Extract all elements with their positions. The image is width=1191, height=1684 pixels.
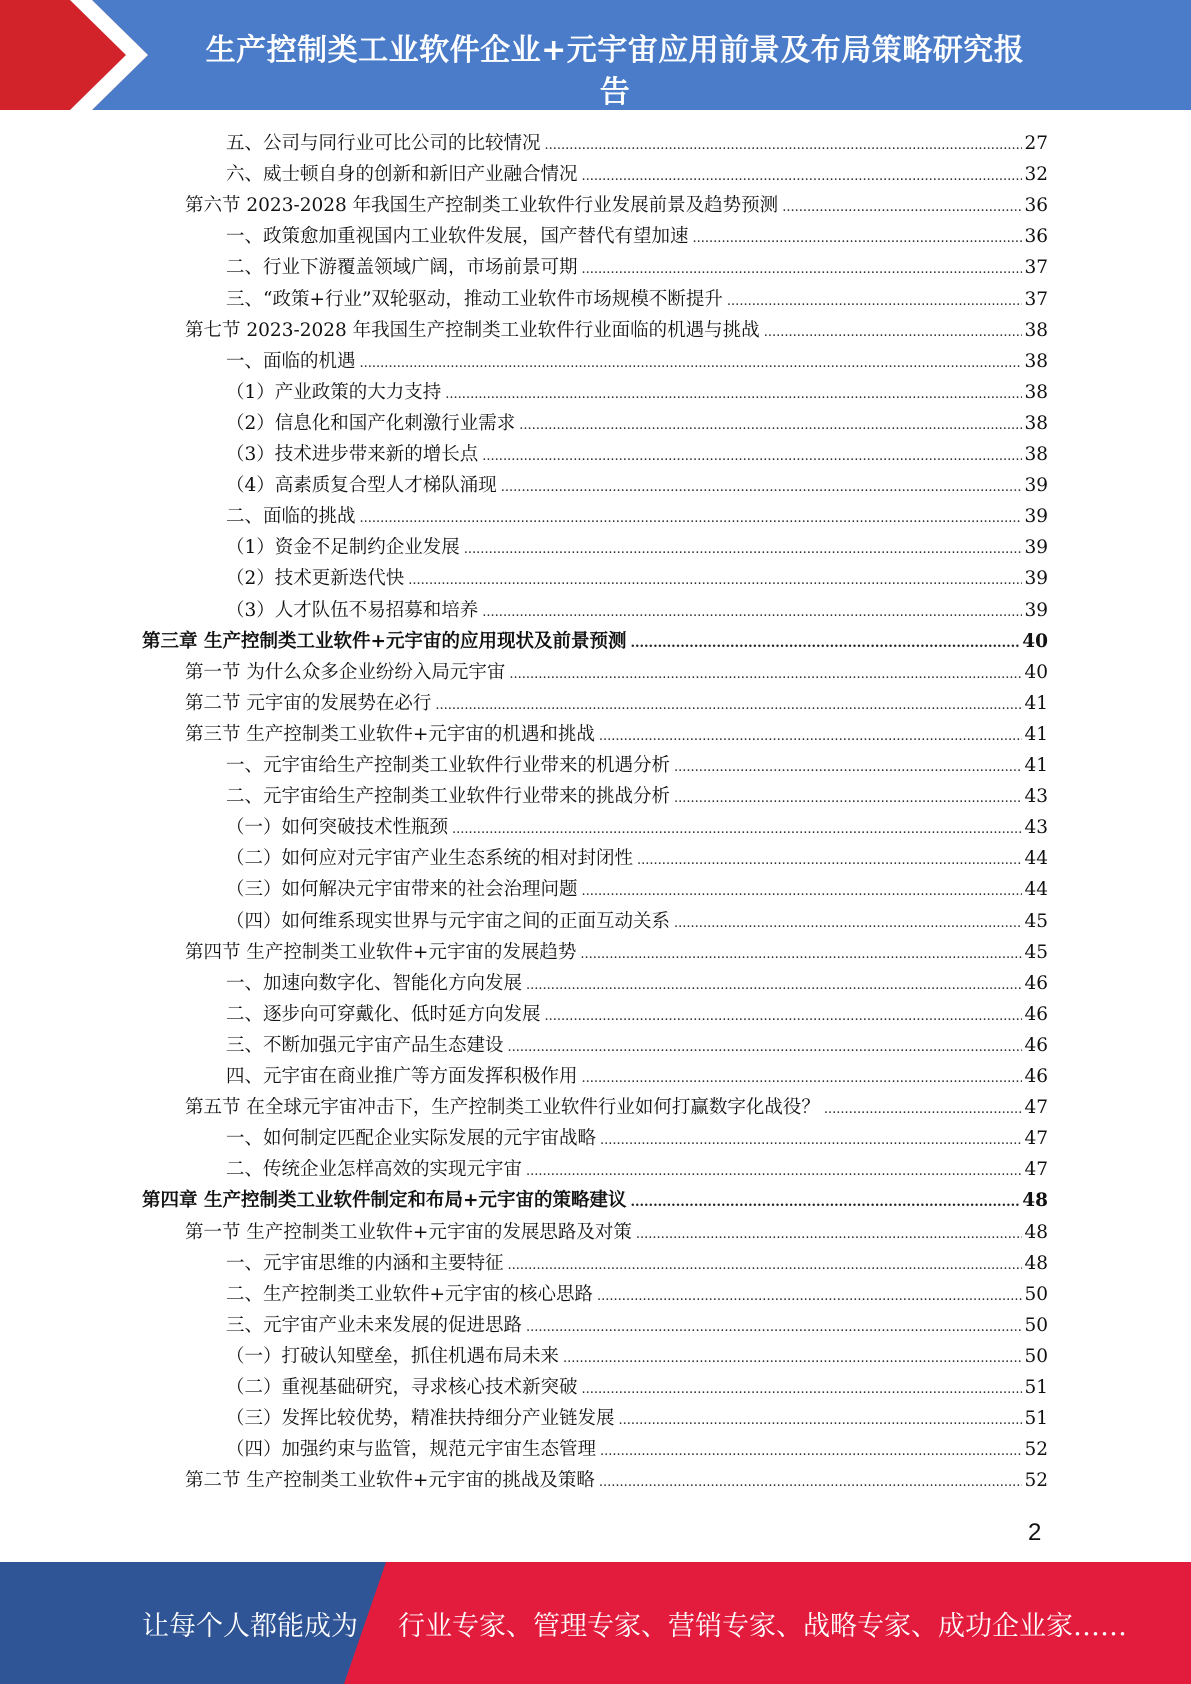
toc-entry-title: （三）发挥比较优势，精准扶持细分产业链发展: [226, 1408, 615, 1430]
toc-dot-leader: [599, 1467, 1023, 1498]
toc-entry[interactable]: [185, 688, 1048, 719]
toc-entry-page: 44: [1024, 879, 1048, 901]
toc-entry-page: 38: [1024, 350, 1048, 372]
toc-entry-page: 39: [1024, 599, 1048, 621]
toc-dot-leader: [619, 1405, 1023, 1436]
toc-dot-leader: [545, 1001, 1023, 1032]
toc-entry-page: 41: [1024, 755, 1048, 776]
toc-entry-page: 39: [1024, 475, 1048, 497]
toc-entry[interactable]: [226, 1248, 1048, 1279]
toc-entry-page: 39: [1024, 537, 1048, 559]
toc-entry-title: 三、“政策+行业”双轮驱动，推动工业软件市场规模不断提升: [226, 288, 723, 310]
toc-dot-leader: [508, 1250, 1023, 1281]
toc-entry[interactable]: [226, 501, 1048, 532]
toc-entry-title: 第二节 生产控制类工业软件+元宇宙的挑战及策略: [185, 1470, 595, 1492]
toc-dot-leader: [482, 441, 1022, 472]
toc-dot-leader: [637, 845, 1022, 876]
toc-dot-leader: [600, 1436, 1022, 1467]
toc-entry-title: 一、如何制定匹配企业实际发展的元宇宙战略: [226, 1128, 597, 1150]
toc-entry[interactable]: [185, 657, 1048, 688]
toc-entry[interactable]: [226, 812, 1048, 843]
toc-entry-page: 50: [1024, 1345, 1048, 1367]
toc-entry[interactable]: [185, 1217, 1048, 1248]
toc-dot-leader: [526, 1156, 1022, 1187]
toc-entry-page: 50: [1024, 1314, 1048, 1336]
toc-entry-page: 37: [1024, 288, 1048, 310]
toc-entry[interactable]: [226, 252, 1048, 283]
toc-dot-leader: [597, 1281, 1022, 1312]
toc-entry-title: 第四节 生产控制类工业软件+元宇宙的发展趋势: [185, 941, 577, 963]
toc-entry[interactable]: [226, 1123, 1048, 1154]
toc-entry[interactable]: [226, 128, 1048, 159]
toc-entry-page: 38: [1024, 381, 1048, 403]
toc-entry-title: （3）技术进步带来新的增长点: [226, 444, 479, 465]
toc-entry[interactable]: [226, 159, 1048, 190]
toc-dot-leader: [435, 690, 1022, 721]
toc-entry-page: 44: [1024, 848, 1048, 870]
toc-entry-page: 46: [1024, 1003, 1048, 1025]
toc-entry-page: 51: [1024, 1377, 1048, 1398]
toc-dot-leader: [452, 814, 1022, 845]
toc-entry-title: （2）信息化和国产化刺激行业需求: [226, 412, 516, 434]
footer-slogan-right: 行业专家、管理专家、营销专家、战略专家、成功企业家……: [398, 1611, 1127, 1642]
toc-dot-leader: [445, 379, 1022, 410]
toc-dot-leader: [824, 1094, 1023, 1125]
toc-dot-leader: [508, 1032, 1023, 1063]
toc-dot-leader: [360, 348, 1023, 379]
toc-entry[interactable]: [185, 315, 1048, 346]
toc-dot-leader: [501, 472, 1023, 503]
toc-entry-page: 52: [1024, 1470, 1048, 1492]
toc-entry-page: 38: [1024, 319, 1048, 341]
toc-entry-page: 32: [1024, 164, 1048, 186]
toc-entry-page: 47: [1024, 1159, 1048, 1181]
toc-entry-title: 四、元宇宙在商业推广等方面发挥积极作用: [226, 1066, 578, 1087]
toc-entry[interactable]: [226, 1372, 1048, 1403]
toc-dot-leader: [360, 503, 1023, 534]
toc-entry[interactable]: [226, 968, 1048, 999]
toc-entry-title: 一、政策愈加重视国内工业软件发展，国产替代有望加速: [226, 226, 689, 248]
toc-dot-leader: [408, 565, 1022, 596]
toc-entry[interactable]: [226, 346, 1048, 377]
toc-dot-leader: [482, 597, 1022, 628]
toc-dot-leader: [582, 1063, 1023, 1094]
toc-entry[interactable]: [226, 1310, 1048, 1341]
toc-entry[interactable]: [185, 1092, 1048, 1123]
toc-dot-leader: [519, 410, 1022, 441]
toc-entry[interactable]: [226, 1279, 1048, 1310]
toc-entry-page: 41: [1024, 692, 1048, 714]
toc-entry-page: 41: [1024, 723, 1048, 745]
toc-entry-page: 46: [1024, 1034, 1048, 1056]
toc-dot-leader: [580, 939, 1022, 970]
report-title: [150, 30, 1080, 110]
toc-dot-leader: [582, 161, 1023, 192]
toc-entry[interactable]: [226, 1030, 1048, 1061]
toc-entry-page: 46: [1024, 972, 1048, 994]
toc-entry-page: 48: [1024, 1252, 1048, 1274]
toc-dot-leader: [582, 254, 1023, 285]
toc-entry[interactable]: [185, 719, 1048, 750]
toc-entry-page: 48: [1024, 1221, 1048, 1243]
toc-entry-title: 第五节 在全球元宇宙冲击下，生产控制类工业软件行业如何打赢数字化战役？: [185, 1097, 820, 1119]
footer-slogan-left: 让每个人都能成为: [142, 1611, 358, 1642]
page-header: [0, 0, 1191, 110]
toc-entry-page: 39: [1024, 506, 1048, 528]
toc-entry[interactable]: [226, 532, 1048, 563]
toc-entry-page: 39: [1024, 568, 1048, 590]
toc-entry-title: 二、生产控制类工业软件+元宇宙的核心思路: [226, 1283, 594, 1305]
page-footer: [0, 1562, 1191, 1684]
toc-dot-leader: [674, 783, 1022, 814]
toc-entry[interactable]: [226, 750, 1048, 781]
toc-entry[interactable]: [226, 377, 1048, 408]
toc-entry-page: 36: [1024, 226, 1048, 248]
toc-entry-page: 40: [1022, 630, 1048, 652]
toc-entry[interactable]: [226, 595, 1048, 626]
toc-entry[interactable]: [226, 470, 1048, 501]
toc-dot-leader: [582, 1374, 1023, 1405]
toc-entry-title: （四）加强约束与监管，规范元宇宙生态管理: [226, 1439, 597, 1461]
toc-dot-leader: [674, 908, 1022, 939]
toc-entry[interactable]: [226, 284, 1048, 315]
toc-entry-page: 47: [1024, 1097, 1048, 1119]
toc-entry-title: （三）如何解决元宇宙带来的社会治理问题: [226, 879, 578, 901]
toc-entry[interactable]: [226, 439, 1048, 470]
toc-entry[interactable]: [226, 1403, 1048, 1434]
toc-entry-page: 27: [1024, 133, 1048, 154]
toc-entry[interactable]: [226, 408, 1048, 439]
toc-entry-page: 38: [1024, 412, 1048, 434]
toc-dot-leader: [600, 1125, 1022, 1156]
toc-entry[interactable]: [226, 221, 1048, 252]
toc-entry-title: 一、面临的机遇: [226, 350, 356, 372]
toc-entry[interactable]: [226, 781, 1048, 812]
toc-entry-title: （一）如何突破技术性瓶颈: [226, 817, 449, 839]
toc-entry[interactable]: [226, 843, 1048, 874]
toc-entry-page: 50: [1024, 1283, 1048, 1305]
toc-entry[interactable]: [226, 874, 1048, 905]
toc-dot-leader: [563, 1343, 1022, 1374]
toc-dot-leader: [509, 659, 1022, 690]
toc-entry-page: 43: [1024, 817, 1048, 839]
toc-entry-title: 二、面临的挑战: [226, 506, 356, 528]
toc-entry-title: （4）高素质复合型人才梯队涌现: [226, 475, 497, 497]
page-number: 2: [1028, 1519, 1042, 1546]
toc-entry-title: 一、元宇宙思维的内涵和主要特征: [226, 1252, 504, 1274]
toc-entry-title: 二、逐步向可穿戴化、低时延方向发展: [226, 1003, 541, 1025]
toc-entry[interactable]: [185, 937, 1048, 968]
toc-entry-page: 43: [1024, 786, 1048, 808]
toc-entry-title: 第七节 2023-2028 年我国生产控制类工业软件行业面临的机遇与挑战: [185, 319, 760, 341]
toc-entry[interactable]: [226, 1061, 1048, 1092]
toc-entry-page: 51: [1024, 1408, 1048, 1430]
toc-dot-leader: [599, 721, 1023, 752]
toc-entry-title: 三、不断加强元宇宙产品生态建设: [226, 1034, 504, 1056]
toc-dot-leader: [727, 286, 1023, 317]
toc-entry-title: 第一节 生产控制类工业软件+元宇宙的发展思路及对策: [185, 1221, 632, 1243]
toc-entry-title: 第四章 生产控制类工业软件制定和布局+元宇宙的策略建议: [142, 1190, 627, 1212]
toc-entry-page: 47: [1024, 1128, 1048, 1150]
toc-dot-leader: [526, 970, 1022, 1001]
toc-entry-title: 第一节 为什么众多企业纷纷入局元宇宙: [185, 661, 506, 683]
toc-entry-title: （3）人才队伍不易招募和培养: [226, 599, 479, 621]
toc-entry-page: 48: [1022, 1190, 1048, 1212]
toc-entry-title: 二、行业下游覆盖领域广阔，市场前景可期: [226, 257, 578, 279]
toc-entry[interactable]: [226, 1154, 1048, 1185]
toc-entry-title: 第二节 元宇宙的发展势在必行: [185, 692, 432, 714]
toc-dot-leader: [582, 876, 1023, 907]
toc-entry-title: 第三节 生产控制类工业软件+元宇宙的机遇和挑战: [185, 723, 595, 745]
toc-entry[interactable]: [226, 999, 1048, 1030]
toc-entry[interactable]: [226, 563, 1048, 594]
toc-entry-title: 五、公司与同行业可比公司的比较情况: [226, 133, 541, 154]
toc-entry-page: 37: [1024, 257, 1048, 279]
toc-entry-title: （2）技术更新迭代快: [226, 568, 405, 590]
toc-entry-title: （一）打破认知壁垒，抓住机遇布局未来: [226, 1345, 560, 1367]
toc-dot-leader: [545, 130, 1023, 161]
toc-dot-leader: [674, 752, 1022, 783]
toc-dot-leader: [636, 1219, 1023, 1250]
toc-entry-page: 38: [1024, 444, 1048, 465]
toc-entry[interactable]: [185, 1465, 1048, 1496]
toc-entry-page: 52: [1024, 1439, 1048, 1461]
toc-entry-title: （1）资金不足制约企业发展: [226, 537, 460, 559]
toc-dot-leader: [630, 628, 1020, 659]
toc-entry-title: 第三章 生产控制类工业软件+元宇宙的应用现状及前景预测: [142, 630, 627, 652]
toc-entry-title: （二）重视基础研究，寻求核心技术新突破: [226, 1377, 578, 1398]
toc-entry-title: （四）如何维系现实世界与元宇宙之间的正面互动关系: [226, 910, 671, 932]
toc-entry-title: 三、元宇宙产业未来发展的促进思路: [226, 1314, 523, 1336]
toc-entry-title: 一、元宇宙给生产控制类工业软件行业带来的机遇分析: [226, 755, 671, 776]
toc-dot-leader: [630, 1187, 1020, 1218]
toc-dot-leader: [764, 317, 1023, 348]
toc-entry[interactable]: [226, 906, 1048, 937]
toc-entry-title: （二）如何应对元宇宙产业生态系统的相对封闭性: [226, 848, 634, 870]
toc-entry-title: 六、威士顿自身的创新和新旧产业融合情况: [226, 164, 578, 186]
toc-dot-leader: [782, 192, 1022, 223]
report-title-line1: 生产控制类工业软件企业+元宇宙应用前景及布局策略研究报: [205, 33, 1025, 68]
toc-entry[interactable]: [226, 1341, 1048, 1372]
toc-entry-page: 45: [1024, 941, 1048, 963]
toc-dot-leader: [464, 534, 1023, 565]
toc-entry-title: 一、加速向数字化、智能化方向发展: [226, 972, 523, 994]
toc-entry[interactable]: [142, 626, 1048, 657]
toc-dot-leader: [693, 223, 1023, 254]
toc-entry-page: 45: [1024, 910, 1048, 932]
toc-entry-page: 40: [1024, 661, 1048, 683]
toc-entry-title: 二、传统企业怎样高效的实现元宇宙: [226, 1159, 523, 1181]
toc-dot-leader: [526, 1312, 1022, 1343]
toc-entry[interactable]: [185, 190, 1048, 221]
toc-entry-title: 二、元宇宙给生产控制类工业软件行业带来的挑战分析: [226, 786, 671, 808]
toc-entry-title: 第六节 2023-2028 年我国生产控制类工业软件行业发展前景及趋势预测: [185, 195, 779, 217]
report-title-line2: 告: [599, 75, 631, 110]
toc-entry[interactable]: [226, 1434, 1048, 1465]
toc-entry[interactable]: [142, 1185, 1048, 1216]
toc-entry-page: 36: [1024, 195, 1048, 217]
toc-entry-title: （1）产业政策的大力支持: [226, 381, 442, 403]
toc-entry-page: 46: [1024, 1066, 1048, 1087]
